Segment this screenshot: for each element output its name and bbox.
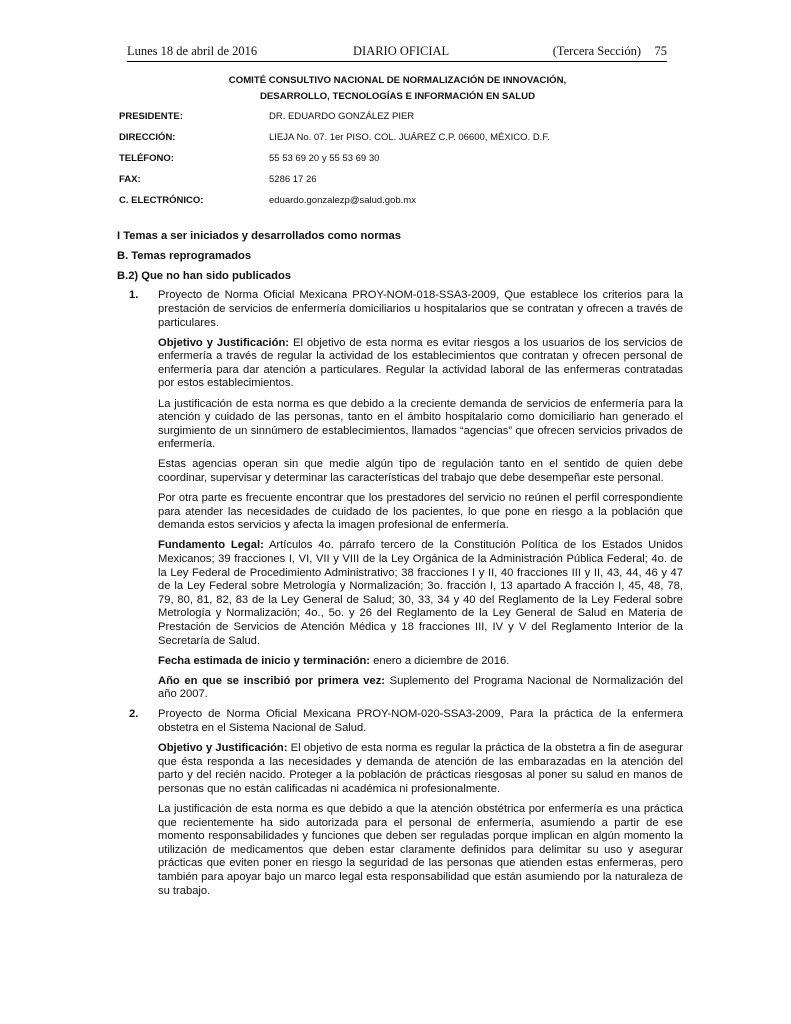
header-date: Lunes 18 de abril de 2016: [127, 44, 258, 58]
contact-label: C. ELECTRÓNICO:: [119, 195, 204, 206]
norm-item-1: [117, 289, 683, 702]
contact-value: 55 53 69 20 y 55 53 69 30: [269, 153, 380, 164]
objective-label: Objetivo y Justificación:: [158, 336, 290, 349]
contact-email-link[interactable]: eduardo.gonzalezp@salud.gob.mx: [269, 195, 416, 206]
year-label: Año en que se inscribió por primera vez:: [158, 674, 386, 687]
contact-value: DR. EDUARDO GONZÁLEZ PIER: [269, 111, 415, 122]
date-label: Fecha estimada de inicio y terminación:: [158, 654, 371, 667]
justification-paragraph: La justificación de esta norma es que debido a que la atención obstétrica por enfermería es una práctica que recientemente ha sido autorizada para el personal de enfermería, asumiendo a partir de ese momento responsabilidades y funciones que deben ser reguladas porque implican en algún momento la utilización de medicamentos que deben estar claramente definidos para delimitar su uso y asegurar prácticas que eviten poner en riesgo la seguridad de las personas que atienden estas enfermeras, pero también para apoyar bajo un marco legal esta responsabilidad que están asumiendo por la naturaleza de su trabajo.: [158, 802, 683, 897]
legal-paragraph: [158, 539, 683, 648]
year-paragraph: [158, 675, 683, 702]
objective-paragraph: [158, 337, 683, 391]
main-content: [117, 230, 683, 905]
norm-item-2: [117, 708, 683, 898]
header-section: (Tercera Sección): [552, 44, 641, 58]
justification-paragraph: Por otra parte es frecuente encontrar que los prestadores del servicio no reúnen el perfil correspondiente para atender las necesidades de cuidado de los pacientes, lo que pone en riesgo a la población que demanda estos servicios y afecta la imagen profesional de enfermería.: [158, 492, 683, 532]
date-paragraph: [158, 655, 683, 669]
objective-text: El objetivo de esta norma es evitar riesgos a los usuarios de los servicios de enfermería a través de regular la actividad de los establecimientos que contratan y ofrecen personal de enfermería para dar atención a particulares. Regular la actividad laboral de las enfermeras contratadas por estos establecimientos.: [158, 336, 683, 390]
committee-title-line-1: COMITÉ CONSULTIVO NACIONAL DE NORMALIZACIÓN DE INNOVACIÓN,: [228, 75, 567, 86]
contact-label: PRESIDENTE:: [119, 111, 183, 122]
contact-label: FAX:: [119, 174, 141, 185]
justification-paragraph: Estas agencias operan sin que medie algún tipo de regulación tanto en el sentido de quien debe coordinar, supervisar y determinar las características del trabajo que debe desempeñar este personal.: [158, 458, 683, 484]
justification-paragraph: La justificación de esta norma es que debido a la creciente demanda de servicios de enfermería para la atención y cuidado de las personas, tanto en el ámbito hospitalario como domiciliario han generado el surgimiento de un sinnúmero de establecimientos, llamados “agencias” que ofrecen servicios privados de enfermería.: [158, 397, 683, 451]
item-number: 2.: [129, 708, 139, 721]
contact-value: LIEJA No. 07. 1er PISO. COL. JUÁREZ C.P. 06600, MÉXICO. D.F.: [269, 132, 550, 143]
legal-label: Fundamento Legal:: [158, 539, 264, 552]
section-heading: I Temas a ser iniciados y desarrollados como normas: [117, 230, 401, 242]
section-heading: B.2) Que no han sido publicados: [117, 269, 292, 282]
contact-label: DIRECCIÓN:: [119, 132, 176, 143]
objective-label: Objetivo y Justificación:: [158, 742, 288, 755]
date-text: enero a diciembre de 2016.: [370, 654, 510, 667]
year-text: Suplemento del Programa Nacional de Normalización del año 2007.: [158, 674, 683, 701]
item-title: Proyecto de Norma Oficial Mexicana PROY-NOM-018-SSA3-2009, Que establece los criterios para la prestación de servicios de enfermería domiciliarios u hospitalarios que se contratan y ofrecen a través de particulares.: [158, 289, 683, 329]
item-number: 1.: [129, 289, 139, 302]
committee-title-line-2: DESARROLLO, TECNOLOGÍAS E INFORMACIÓN EN SALUD: [259, 91, 536, 102]
contact-value: 5286 17 26: [269, 174, 317, 185]
page-header: [127, 44, 667, 60]
legal-text: Artículos 4o. párrafo tercero de la Constitución Política de los Estados Unidos Mexicanos; 39 fracciones I, VI, VII y VIII de la Ley Orgánica de la Administración Pública Federal; 4o. de la Ley Federal de Procedimiento Administrativo; 38 fracciones I y II, 40 fracciones III y II, 43, 44, 46 y 47 de la Ley Federal sobre Metrología y Normalización; 3o. fracción I, 13 apartado A fracción I, 45, 48, 78, 79, 80, 81, 82, 83 de la Ley General de Salud; 30, 33, 34 y 40 del Reglamento de la Ley Federal sobre Metrología y Normalización; 4o., 5o. y 26 del Reglamento de la Ley General de Salud en Materia de Prestación de Servicios de Atención Médica y 18 fracciones III, IV y V del Reglamento Interior de la Secretaría de Salud.: [158, 539, 683, 647]
section-heading: B. Temas reprogramados: [117, 249, 252, 262]
header-page-number: 75: [654, 44, 667, 58]
objective-paragraph: [158, 742, 683, 796]
item-title: Proyecto de Norma Oficial Mexicana PROY-NOM-020-SSA3-2009, Para la práctica de la enfermera obstetra en el Sistema Nacional de Salud.: [158, 708, 683, 734]
committee-title: [120, 73, 675, 105]
header-rule: [127, 61, 667, 62]
header-publication: DIARIO OFICIAL: [353, 44, 450, 58]
contact-label: TELÉFONO:: [119, 153, 174, 164]
objective-text: El objetivo de esta norma es regular la práctica de la obstetra a fin de asegurar que ésta responda a las necesidades y demanda de atención de las embarazadas en la atención del parto y del recién nacido. Proteger a la población de prácticas riesgosas al poner su salud en manos de personas que no están calificadas ni académica ni profesionalmente.: [158, 742, 683, 795]
